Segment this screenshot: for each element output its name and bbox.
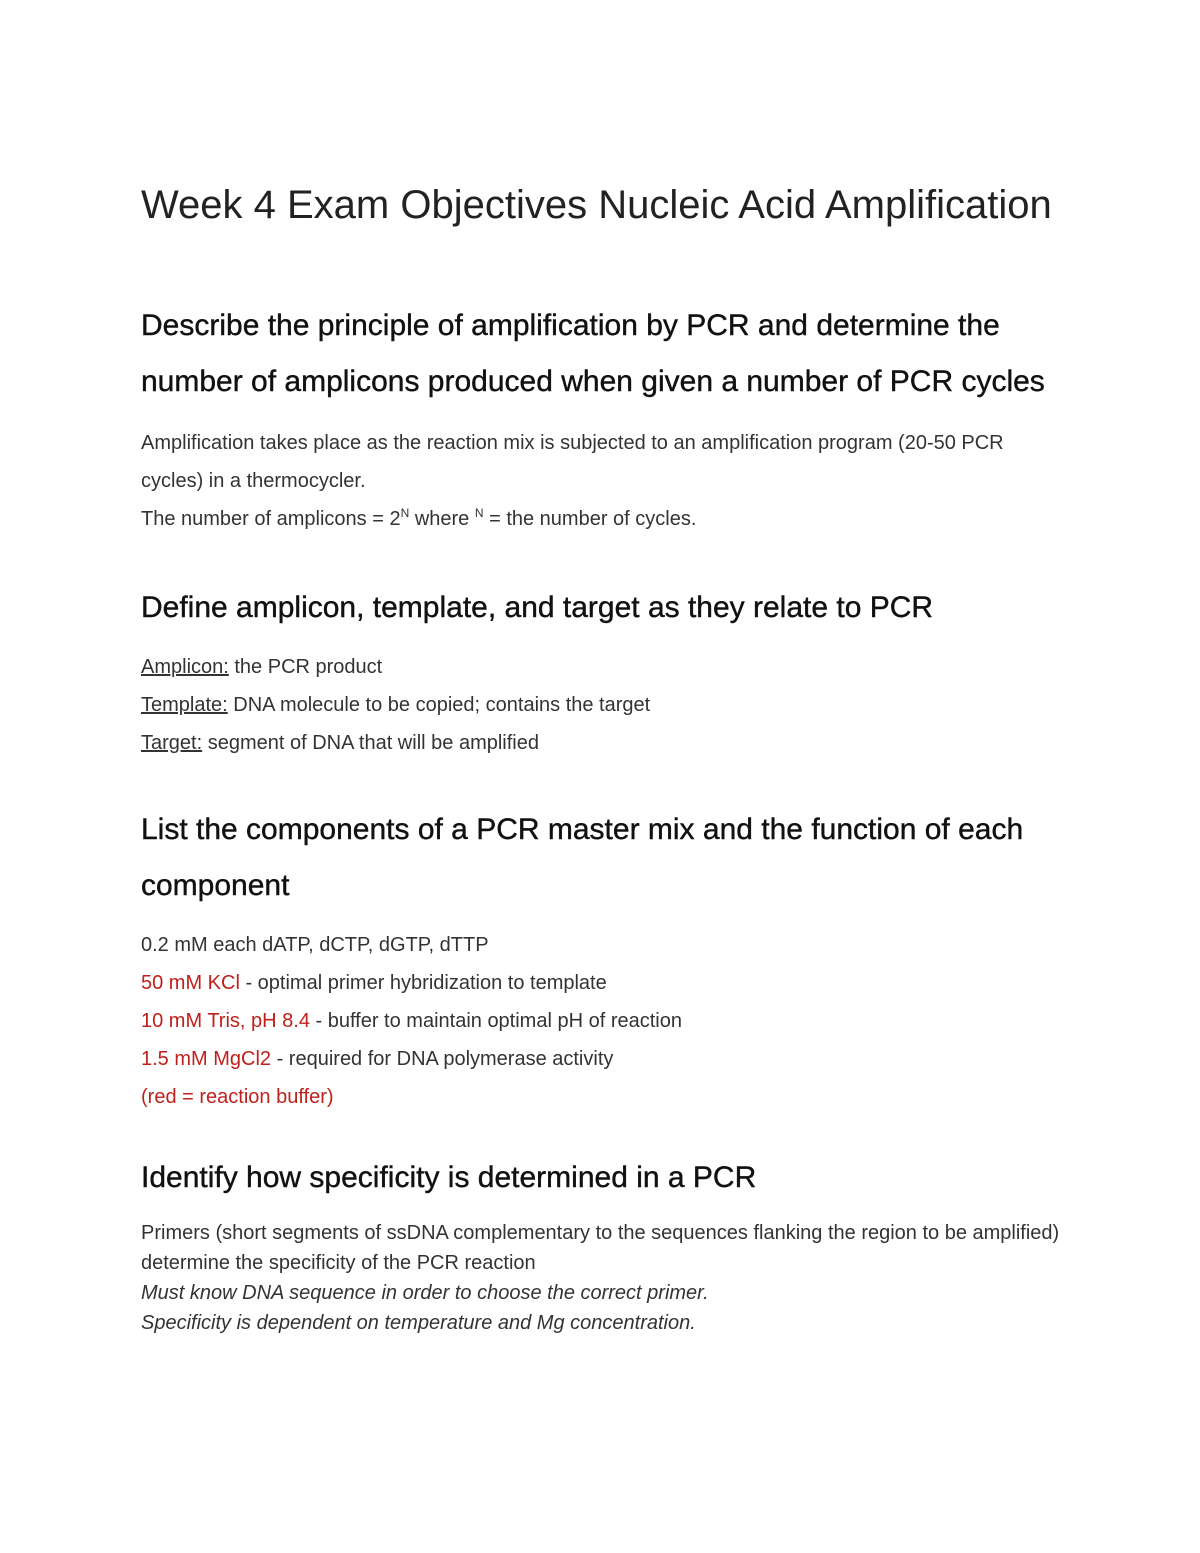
section-body-pcr-principle	[141, 424, 1061, 538]
section-body-master-mix	[141, 926, 1061, 1116]
document-page	[141, 180, 1061, 1338]
definition-text: DNA molecule to be copied; contains the target	[227, 694, 651, 716]
definition-term: Amplicon:	[141, 656, 229, 678]
formula-exponent: N	[400, 506, 410, 520]
component-name: 1.5 mM MgCl2	[141, 1048, 272, 1070]
definition-term: Template:	[141, 694, 228, 716]
section-heading-definitions: Define amplicon, template, and target as they relate to PCR	[141, 591, 934, 624]
component-function: - required for DNA polymerase activity	[271, 1048, 614, 1070]
section-body-specificity	[141, 1218, 1061, 1338]
component-item	[141, 964, 1061, 1002]
specificity-note: Specificity is dependent on temperature and Mg concentration.	[141, 1312, 696, 1334]
definition-item	[141, 686, 1061, 724]
formula-prefix: The number of amplicons = 2	[141, 508, 401, 530]
definition-item	[141, 648, 1061, 686]
section-heading-pcr-principle: Describe the principle of amplification by PCR and determine the number of amplicons produced when given a number of PCR cycles	[141, 309, 1045, 398]
formula-variable: N	[474, 506, 484, 520]
component-name: 10 mM Tris, pH 8.4	[141, 1010, 310, 1032]
section-heading-specificity: Identify how specificity is determined in a PCR	[141, 1161, 757, 1194]
formula-mid: where	[409, 508, 475, 530]
definition-text: the PCR product	[228, 656, 383, 678]
section-heading-master-mix: List the components of a PCR master mix and the function of each component	[141, 813, 1024, 902]
definition-text: segment of DNA that will be amplified	[202, 732, 539, 754]
definition-item	[141, 724, 1061, 762]
component-name: 50 mM KCl	[141, 972, 240, 994]
amplification-text: Amplification takes place as the reaction mix is subjected to an amplification program (20-50 PCR cycles) in a thermocycler.	[141, 432, 1004, 492]
component-item	[141, 1040, 1061, 1078]
color-legend: (red = reaction buffer)	[141, 1086, 334, 1108]
dntp-line: 0.2 mM each dATP, dCTP, dGTP, dTTP	[141, 934, 489, 956]
component-item	[141, 1002, 1061, 1040]
component-function: - buffer to maintain optimal pH of reaction	[309, 1010, 682, 1032]
page-title: Week 4 Exam Objectives Nucleic Acid Amplification	[141, 183, 1052, 227]
specificity-note: Must know DNA sequence in order to choose the correct primer.	[141, 1282, 709, 1304]
amplicon-formula	[141, 500, 1061, 538]
primers-text: Primers (short segments of ssDNA complementary to the sequences flanking the region to be amplified) determine the specificity of the PCR reaction	[141, 1222, 1060, 1274]
formula-suffix: = the number of cycles.	[483, 508, 697, 530]
section-body-definitions	[141, 648, 1061, 762]
component-function: - optimal primer hybridization to template	[239, 972, 607, 994]
definition-term: Target:	[141, 732, 203, 754]
